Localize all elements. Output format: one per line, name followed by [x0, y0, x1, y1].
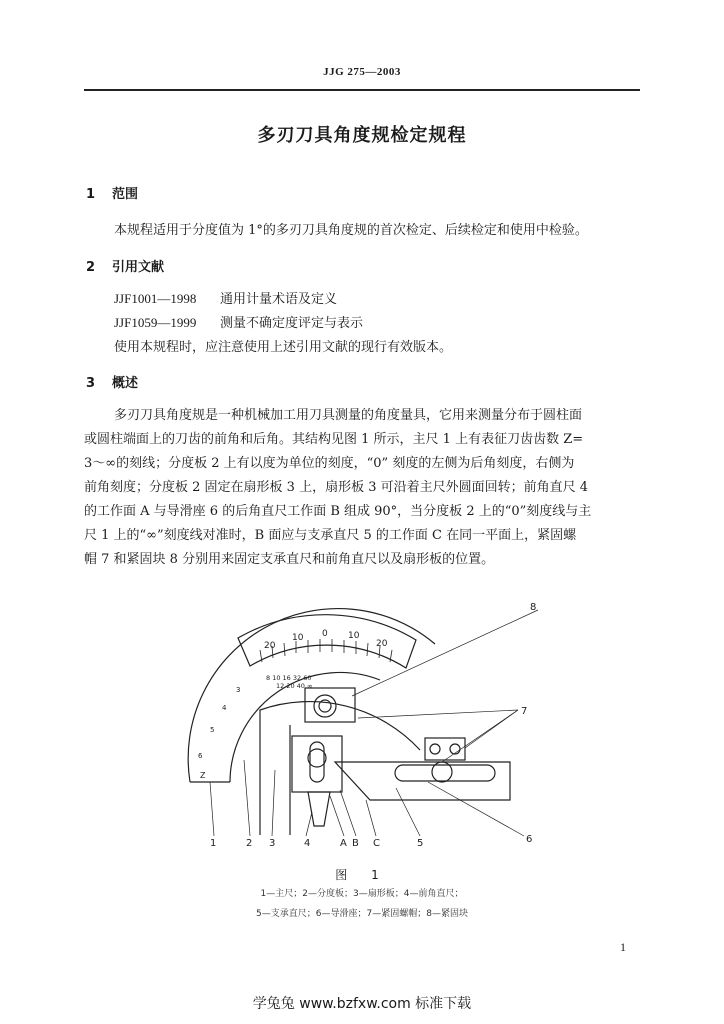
header-rule — [84, 89, 640, 91]
overview-line: 前角刻度；分度板 2 固定在扇形板 3 上，扇形板 3 可沿着主尺外圆面回转；前角直尺 4 — [84, 480, 589, 495]
callout-label: C — [373, 838, 380, 849]
clamp-nut-screw — [430, 744, 440, 754]
figure-caption: 图 1 — [335, 868, 389, 882]
figure-legend-line: 1—主尺；2—分度板；3—扇形板；4—前角直尺； — [260, 889, 464, 899]
reference-code: JJF1059—1999 — [114, 315, 197, 330]
scale-label: 0 — [322, 629, 328, 639]
callout-label: 1 — [210, 838, 217, 849]
callout-label: 6 — [526, 834, 533, 845]
scale-label: 10 — [292, 633, 304, 643]
reference-note: 使用本规程时，应注意使用上述引用文献的现行有效版本。 — [114, 340, 453, 355]
footer-watermark: 学兔兔 www.bzfxw.com 标准下载 — [252, 996, 472, 1012]
main-ruler-outer-arc — [188, 609, 435, 782]
reference-name: 通用计量术语及定义 — [220, 292, 338, 307]
section-number: 1 — [86, 187, 96, 202]
section-heading-scope — [86, 183, 138, 202]
side-label: 5 — [210, 726, 215, 734]
overview-line: 的工作面 A 与导滑座 6 的后角直尺工作面 B 组成 90°，当分度板 2 上的“0”刻度线与主 — [84, 504, 592, 519]
callout-label: A — [340, 838, 347, 849]
overview-line: 多刃刀具角度规是一种机械加工用刀具测量的角度量具，它用来测量分布于圆柱面 — [114, 408, 583, 423]
callout-label: 4 — [304, 838, 311, 849]
scope-text: 本规程适用于分度值为 1°的多刃刀具角度规的首次检定、后续检定和使用中检验。 — [114, 223, 588, 238]
overview-line: 或圆柱端面上的刀齿的前角和后角。其结构见图 1 所示，主尺 1 上有表征刀齿齿数 Z= — [84, 432, 584, 447]
document-title: 多刃刀具角度规检定规程 — [257, 125, 467, 146]
reference-name: 测量不确定度评定与表示 — [220, 316, 364, 331]
guide-screw — [308, 749, 326, 767]
support-ruler-slot — [395, 765, 495, 781]
z-scale-labels: 8 10 16 32 60 — [266, 674, 312, 682]
callout-label: 7 — [521, 706, 528, 717]
reference-item — [114, 288, 337, 307]
dividing-plate-ticks — [260, 639, 392, 662]
document-code-header: JJG 275—2003 — [323, 66, 401, 78]
page-number: 1 — [620, 940, 626, 954]
side-label: 4 — [222, 704, 227, 712]
rake-angle-ruler — [308, 792, 330, 826]
section-heading-overview — [86, 372, 138, 391]
figure-legend-line: 5—支承直尺；6—导滑座；7—紧固螺帽；8—紧固块 — [256, 909, 468, 919]
callout-label: B — [352, 838, 359, 849]
clamp-block — [305, 688, 355, 722]
clamp-screw-head — [314, 695, 336, 717]
leader-lines — [210, 610, 538, 836]
guide-seat — [292, 736, 342, 792]
guide-slot — [310, 742, 324, 782]
callout-label: 5 — [417, 838, 424, 849]
reference-item — [114, 312, 363, 331]
overview-line: 尺 1 上的“∞”刻度线对准时，B 面应与支承直尺 5 的工作面 C 在同一平面上，紧固螺 — [84, 528, 577, 543]
section-title: 引用文献 — [112, 260, 165, 275]
callout-label: 3 — [269, 838, 276, 849]
scale-label: 20 — [264, 641, 276, 651]
section-heading-references — [86, 256, 164, 275]
callout-label: 2 — [246, 838, 253, 849]
overview-line: 帽 7 和紧固块 8 分别用来固定支承直尺和前角直尺以及扇形板的位置。 — [84, 552, 495, 567]
side-label: 6 — [198, 752, 203, 760]
reference-code: JJF1001—1998 — [114, 291, 197, 306]
figure-angle-gauge-drawing — [180, 600, 550, 862]
side-label: 3 — [236, 686, 241, 694]
section-title: 概述 — [112, 376, 139, 391]
z-scale-labels: 12 20 40 ∞ — [276, 682, 313, 690]
section-title: 范围 — [112, 187, 139, 202]
overview-line: 3～∞的刻线；分度板 2 上有以度为单位的刻度，“0” 刻度的左侧为后角刻度，右侧为 — [84, 456, 575, 471]
scale-label: 10 — [348, 631, 360, 641]
side-label: Z — [200, 771, 206, 780]
section-number: 3 — [86, 376, 96, 391]
clamp-nut-block — [425, 738, 465, 760]
clamp-nut-screw — [450, 744, 460, 754]
section-number: 2 — [86, 260, 96, 275]
callout-label: 8 — [530, 602, 537, 613]
scale-label: 20 — [376, 639, 388, 649]
